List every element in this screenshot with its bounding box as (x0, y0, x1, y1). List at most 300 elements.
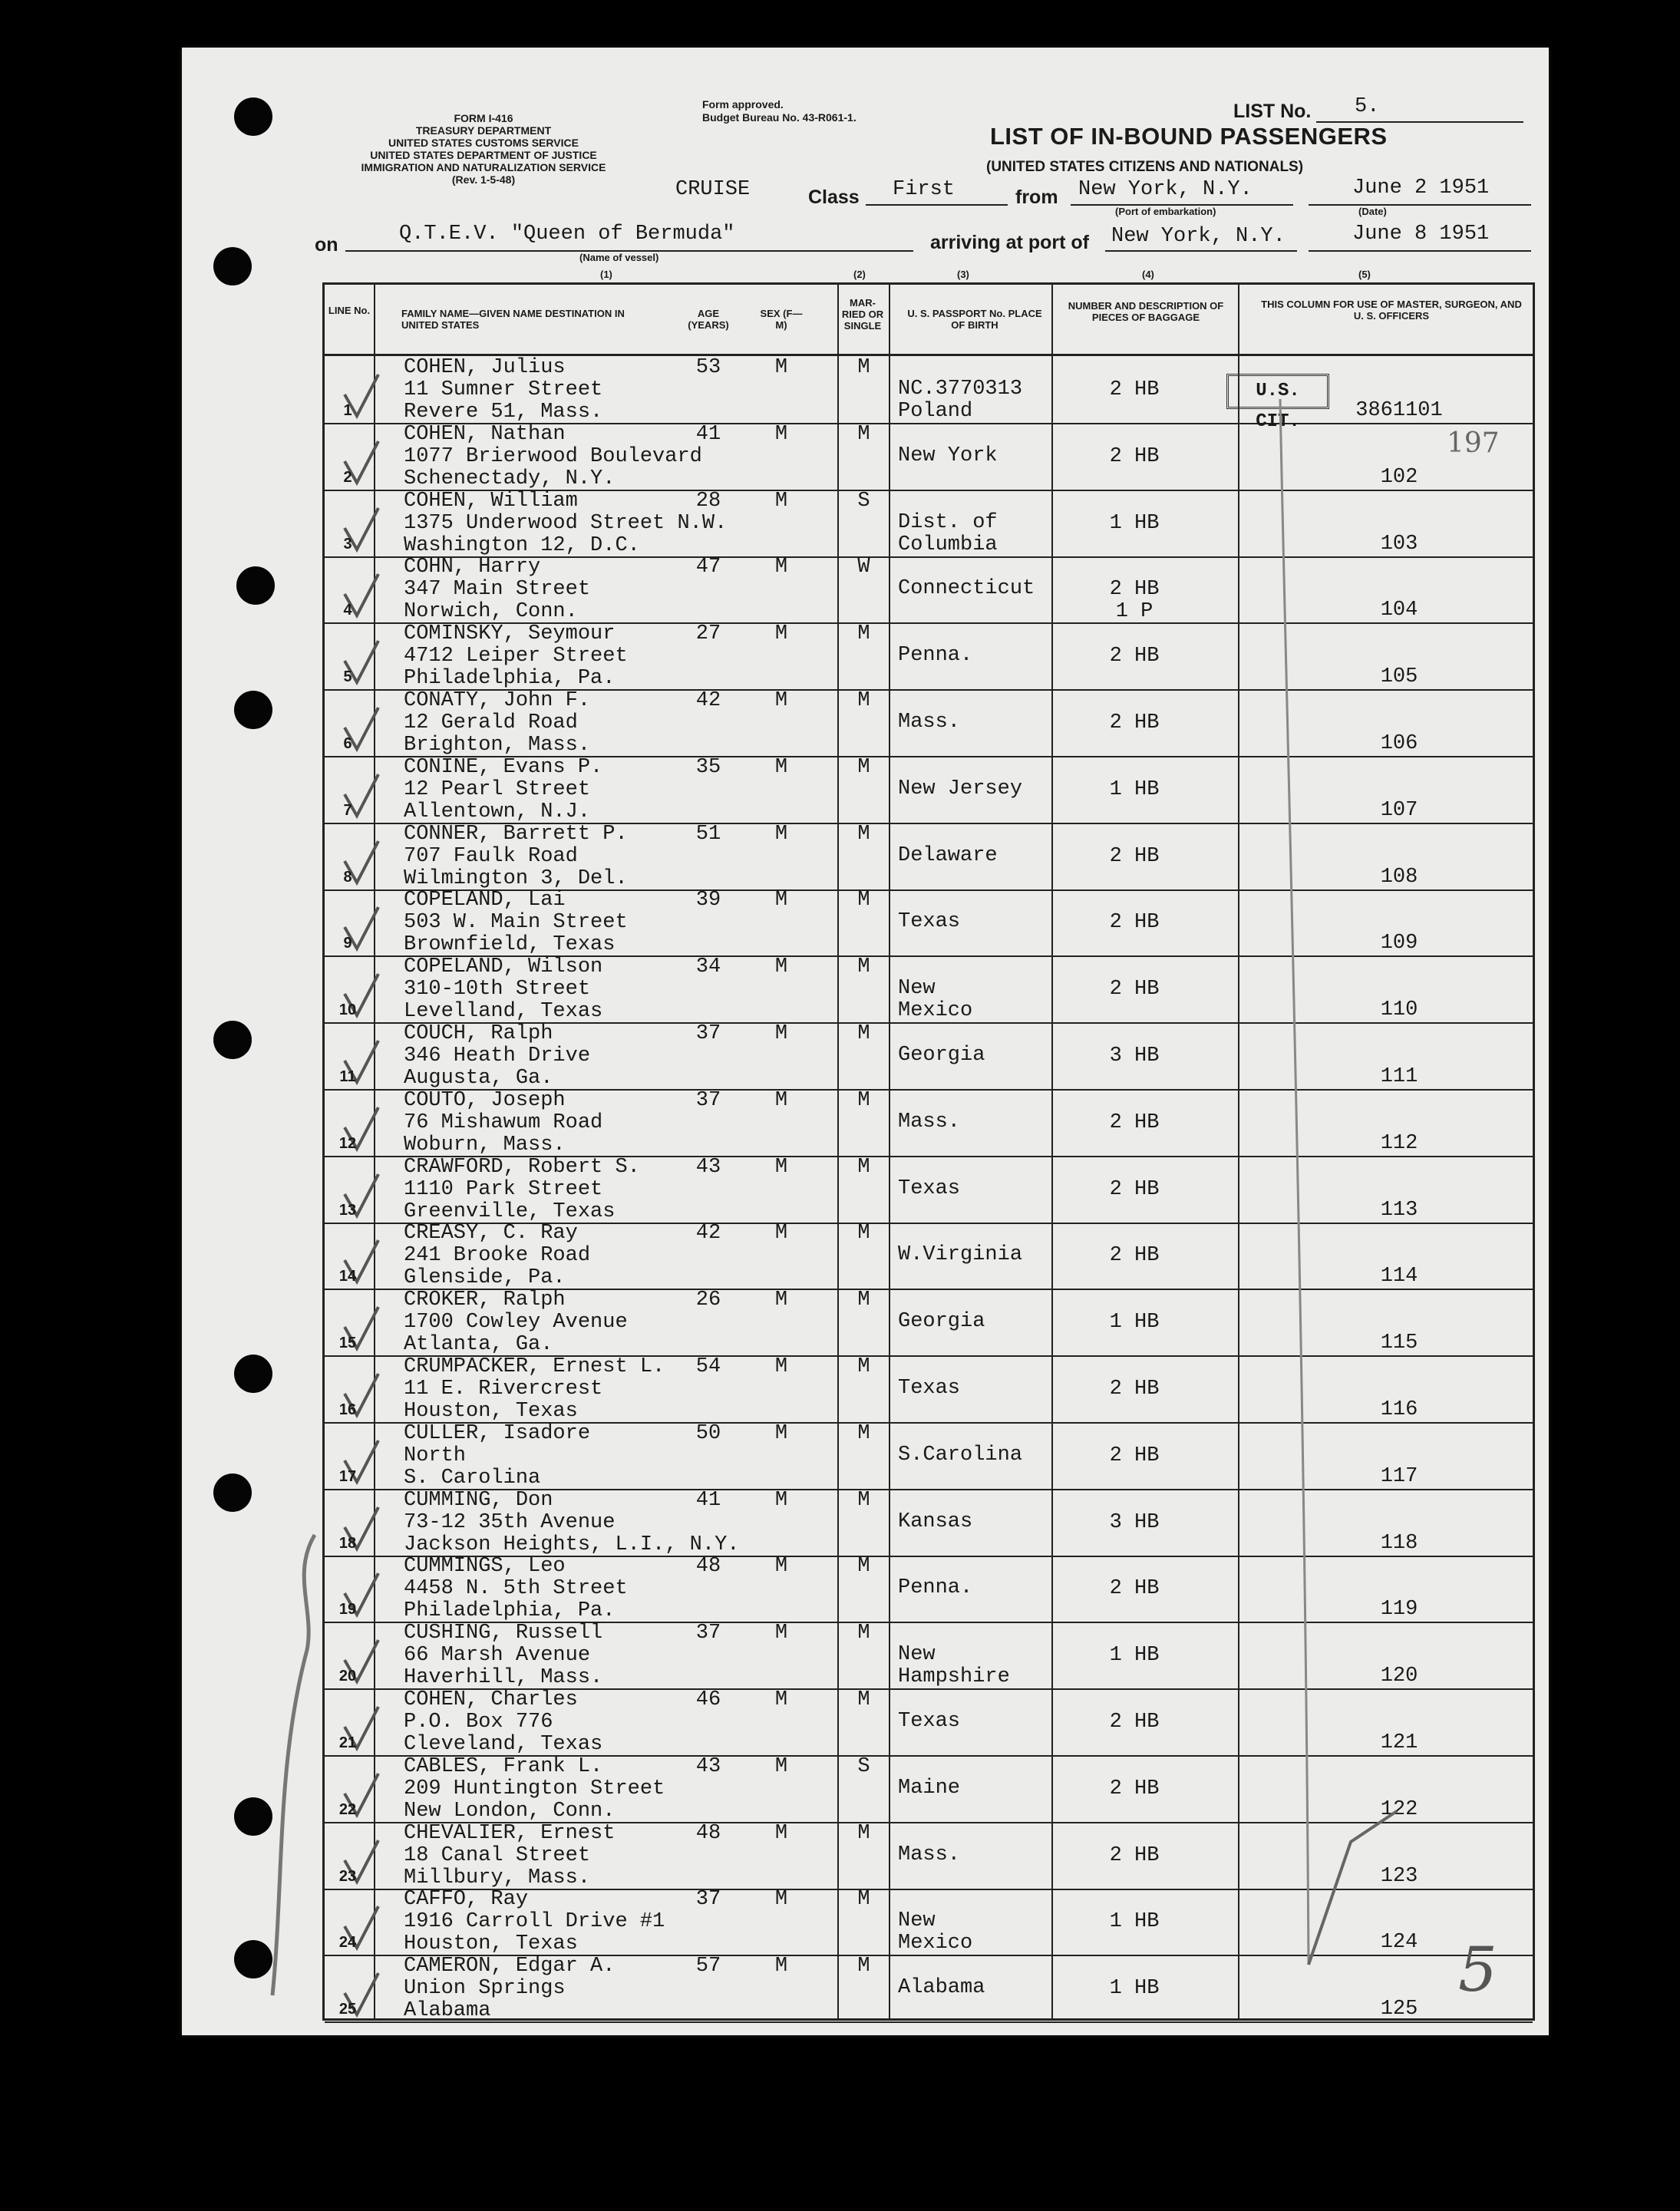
address-line-1: 12 Pearl Street (404, 777, 591, 801)
line-number: 8 (343, 868, 352, 886)
passport-birthplace (898, 711, 960, 734)
line-number: 18 (338, 1534, 357, 1552)
address-line-1: 1375 Underwood Street N.W. (404, 511, 728, 535)
baggage-count (1038, 912, 1230, 934)
passenger-age: 46 (695, 1688, 721, 1711)
baggage-line-1: 2 HB (1109, 645, 1160, 668)
marital-status: M (857, 955, 870, 979)
table-row (325, 1289, 1533, 1357)
line-number: 23 (338, 1867, 357, 1885)
col-header-age: AGE (YEARS) (688, 308, 729, 331)
passenger-sex: M (774, 1222, 788, 1246)
passenger-name: COHEN, Nathan (404, 422, 566, 446)
passenger-age: 41 (695, 1488, 721, 1512)
list-no-label: LIST No. (1233, 101, 1312, 122)
baggage-count (1038, 846, 1230, 868)
line-number: 11 (339, 1068, 356, 1085)
address-line-2: Atlanta, Ga. (404, 1333, 553, 1357)
address-line-2: Wilmington 3, Del. (404, 866, 628, 890)
passport-birthplace (898, 1711, 960, 1733)
passenger-name: CHEVALIER, Ernest (404, 1821, 616, 1845)
punch-hole (234, 1355, 272, 1393)
officer-number: 119 (1380, 1598, 1418, 1622)
marital-status: M (857, 422, 870, 446)
passport-birthplace (898, 1777, 960, 1800)
passenger-age: 27 (695, 622, 721, 646)
officer-number: 104 (1380, 599, 1418, 622)
passenger-name-address (404, 1889, 665, 1955)
passenger-sex: M (774, 1022, 788, 1045)
passport-number: New (898, 1643, 936, 1667)
marital-status: S (857, 1754, 870, 1778)
line-number: 9 (343, 935, 352, 952)
passenger-age: 37 (695, 1022, 721, 1045)
customs-service: UNITED STATES CUSTOMS SERVICE (388, 137, 579, 149)
passenger-sex: M (774, 489, 788, 513)
passenger-name: COHN, Harry (404, 556, 541, 579)
baggage-line-1: 2 HB (1109, 1444, 1160, 1467)
baggage-line-1: 2 HB (1109, 1577, 1160, 1601)
marital-status: M (857, 1555, 870, 1579)
table-row (325, 1222, 1533, 1290)
table-row (325, 423, 1533, 491)
line-number: 14 (338, 1268, 357, 1285)
approval-block (702, 98, 857, 124)
address-line-2: Woburn, Mass. (404, 1133, 566, 1157)
passport-birthplace (898, 1244, 1022, 1266)
birthplace: Mexico (898, 1932, 973, 1955)
form-approved: Form approved. (702, 98, 784, 111)
passenger-name-address (404, 556, 590, 623)
address-line-1: 347 Main Street (404, 578, 591, 602)
table-row (325, 1156, 1533, 1224)
address-line-1: P.O. Box 776 (404, 1711, 553, 1734)
birthplace: New Jersey (898, 777, 1023, 800)
passenger-name-address (404, 1423, 590, 1490)
passenger-sex: M (774, 889, 788, 912)
passenger-name: CROKER, Ralph (404, 1289, 566, 1312)
baggage-line-2: 1 P (1115, 600, 1154, 624)
passport-birthplace (898, 1111, 960, 1134)
birthplace: Penna. (898, 1576, 973, 1600)
passenger-age: 42 (695, 1222, 721, 1246)
marital-status: M (857, 889, 870, 912)
baggage-count (1038, 978, 1230, 1001)
baggage-line-1: 3 HB (1109, 1044, 1160, 1068)
address-line-1: 707 Faulk Road (404, 844, 578, 868)
marital-status: M (857, 1821, 870, 1845)
passenger-age: 37 (695, 1888, 721, 1912)
address-line-1: 1110 Park Street (404, 1177, 603, 1201)
passenger-age: 42 (695, 689, 721, 712)
officer-number: 105 (1380, 665, 1418, 689)
table-row (325, 1822, 1533, 1890)
address-line-1: 1700 Cowley Avenue (404, 1311, 628, 1335)
address-line-2: Brighton, Mass. (404, 734, 591, 757)
marital-status: M (857, 1421, 870, 1445)
passenger-name: CRUMPACKER, Ernest L. (404, 1355, 665, 1378)
passenger-name: CAFFO, Ray (404, 1888, 529, 1912)
col-header-officers: THIS COLUMN FOR USE OF MASTER, SURGEON, AND U. S. OFFICERS (1261, 299, 1522, 322)
col-header-passport: U. S. PASSPORT No. PLACE OF BIRTH (907, 308, 1042, 331)
officer-number: 103 (1380, 532, 1418, 556)
table-row (325, 1089, 1533, 1157)
col-num-1: (1) (600, 269, 612, 280)
address-line-1: 18 Canal Street (404, 1843, 591, 1867)
passport-number: Dist. of (898, 510, 998, 534)
address-line-1: 4458 N. 5th Street (404, 1577, 628, 1601)
passport-birthplace (898, 1378, 960, 1400)
baggage-count (1038, 1711, 1230, 1734)
passenger-name: COHEN, Julius (404, 356, 566, 379)
table-row (325, 689, 1533, 757)
line-number: 21 (338, 1734, 357, 1751)
address-line-2: Millbury, Mass. (404, 1866, 591, 1889)
arrival-date: June 8 1951 (1352, 223, 1490, 246)
passenger-name: COUCH, Ralph (404, 1022, 553, 1045)
baggage-count (1038, 1312, 1230, 1334)
passenger-age: 51 (695, 822, 721, 846)
marital-status: M (857, 1222, 870, 1246)
line-number: 4 (343, 602, 352, 619)
table-row (325, 823, 1533, 891)
passenger-age: 47 (695, 556, 721, 579)
passenger-name-address (404, 1556, 628, 1622)
baggage-count (1038, 712, 1230, 734)
line-number: 5 (343, 668, 352, 686)
passenger-age: 50 (695, 1421, 721, 1445)
address-line-2: Houston, Texas (404, 1932, 578, 1956)
line-number: 22 (338, 1800, 357, 1818)
passport-birthplace (898, 1844, 960, 1866)
baggage-count (1038, 1112, 1230, 1134)
baggage-line-1: 2 HB (1109, 444, 1160, 468)
address-line-2: Brownfield, Texas (404, 933, 616, 957)
marital-status: M (857, 1088, 870, 1112)
passenger-sex: M (774, 1155, 788, 1179)
passenger-name: COPELAND, Lai (404, 889, 566, 912)
officer-number: 106 (1380, 732, 1418, 755)
marital-status: S (857, 489, 870, 513)
table-row (325, 1688, 1533, 1757)
address-line-2: New London, Conn. (404, 1799, 616, 1823)
passenger-name: CABLES, Frank L. (404, 1754, 603, 1778)
marital-status: M (857, 1488, 870, 1512)
baggage-line-1: 1 HB (1109, 1311, 1160, 1335)
passenger-name-address (404, 690, 590, 757)
passenger-name-address (404, 1090, 602, 1157)
passenger-sex: M (774, 556, 788, 579)
passenger-age: 53 (695, 356, 721, 379)
arrival-date-line (1309, 250, 1531, 252)
table-row (325, 1622, 1533, 1690)
baggage-count (1038, 779, 1230, 801)
on-label: on (315, 234, 338, 256)
punch-hole (213, 247, 252, 285)
officer-number: 121 (1380, 1731, 1418, 1754)
officer-number: 108 (1380, 865, 1418, 889)
table-row (325, 889, 1533, 957)
arrival-port-line (1105, 250, 1297, 252)
baggage-line-1: 1 HB (1109, 1644, 1160, 1668)
birthplace: Mexico (898, 999, 973, 1023)
line-number: 10 (338, 1002, 357, 1019)
address-line-2: Alabama (404, 1999, 491, 2023)
birthplace: Delaware (898, 843, 998, 867)
passenger-age: 37 (695, 1622, 721, 1645)
passenger-name: CUSHING, Russell (404, 1622, 603, 1645)
passenger-sex: M (774, 1421, 788, 1445)
departure-date: June 2 1951 (1352, 177, 1490, 200)
passenger-name: COHEN, William (404, 489, 578, 513)
arriving-label: arriving at port of (930, 232, 1089, 253)
table-row (325, 1888, 1533, 1956)
punch-hole (234, 1940, 272, 1978)
address-line-1: 73-12 35th Avenue (404, 1510, 616, 1534)
passenger-name-address (404, 623, 628, 690)
address-line-1: 11 Sumner Street (404, 378, 603, 401)
passenger-name: CUMMINGS, Leo (404, 1555, 566, 1579)
address-line-1: 76 Mishawum Road (404, 1110, 603, 1134)
baggage-count (1038, 1245, 1230, 1267)
passenger-name-address (404, 956, 602, 1023)
address-line-1: North (404, 1444, 467, 1467)
passenger-name-address (404, 889, 628, 956)
passenger-name: CRAWFORD, Robert S. (404, 1155, 640, 1179)
passenger-age: 28 (695, 489, 721, 513)
passenger-sex: M (774, 755, 788, 779)
passport-number: New (898, 977, 936, 1001)
passenger-age: 48 (695, 1555, 721, 1579)
passport-birthplace (898, 978, 972, 1022)
birthplace: Texas (898, 1710, 961, 1733)
officer-number: 113 (1380, 1198, 1418, 1222)
passenger-sex: M (774, 622, 788, 646)
passenger-name: CREASY, C. Ray (404, 1222, 578, 1246)
table-row (325, 356, 1533, 424)
date-label: (Date) (1358, 206, 1387, 217)
address-line-1: 209 Huntington Street (404, 1777, 665, 1800)
baggage-count (1038, 1179, 1230, 1201)
justice-dept: UNITED STATES DEPARTMENT OF JUSTICE (370, 149, 597, 161)
baggage-line-1: 2 HB (1109, 578, 1160, 602)
passenger-name-address (404, 1223, 590, 1289)
passenger-age: 43 (695, 1754, 721, 1778)
passport-birthplace (898, 578, 1035, 600)
baggage-count (1038, 1978, 1230, 2000)
officer-number: 110 (1380, 998, 1418, 1022)
address-line-2: Revere 51, Mass. (404, 401, 603, 424)
address-line-2: Cleveland, Texas (404, 1733, 603, 1756)
table-row (325, 1555, 1533, 1623)
marital-status: M (857, 822, 870, 846)
address-line-2: Allentown, N.J. (404, 800, 591, 823)
baggage-line-1: 3 HB (1109, 1510, 1160, 1534)
line-number: 19 (338, 1601, 357, 1619)
passenger-name: CAMERON, Edgar A. (404, 1955, 616, 1978)
passenger-name-address (404, 1689, 602, 1756)
embark-port-label: (Port of embarkation) (1115, 206, 1216, 217)
passenger-age: 26 (695, 1289, 721, 1312)
baggage-line-1: 2 HB (1109, 378, 1160, 401)
address-line-1: 503 W. Main Street (404, 911, 628, 935)
marital-status: M (857, 1022, 870, 1045)
passenger-sex: M (774, 1888, 788, 1912)
arrival-port: New York, N.Y. (1111, 225, 1286, 248)
baggage-count (1038, 1911, 1230, 1933)
passenger-sex: M (774, 1088, 788, 1112)
marital-status: M (857, 755, 870, 779)
baggage-count (1038, 1378, 1230, 1401)
passport-birthplace (898, 1044, 985, 1067)
passport-birthplace (898, 1977, 985, 1999)
birthplace: W.Virginia (898, 1243, 1023, 1267)
baggage-count (1038, 1045, 1230, 1068)
officer-number: 109 (1380, 932, 1418, 955)
baggage-line-1: 1 HB (1109, 777, 1160, 801)
baggage-count (1038, 379, 1230, 401)
officer-number: 117 (1380, 1464, 1418, 1488)
passenger-sex: M (774, 1622, 788, 1645)
baggage-count (1038, 513, 1230, 535)
baggage-count (1038, 579, 1230, 623)
birthplace: Georgia (898, 1044, 985, 1067)
address-line-2: S. Carolina (404, 1466, 541, 1490)
form-id: FORM I-416 (454, 112, 513, 124)
marital-status: W (857, 556, 870, 579)
line-number: 7 (343, 801, 352, 819)
marital-status: M (857, 1155, 870, 1179)
passenger-sex: M (774, 689, 788, 712)
passenger-age: 41 (695, 422, 721, 446)
marital-status: M (857, 622, 870, 646)
marital-status: M (857, 689, 870, 712)
officer-number: 115 (1380, 1332, 1418, 1355)
table-row (325, 490, 1533, 558)
baggage-line-1: 1 HB (1109, 511, 1160, 535)
passenger-sex: M (774, 1688, 788, 1711)
punch-hole (234, 691, 272, 729)
address-line-2: Washington 12, D.C. (404, 533, 640, 557)
line-number: 6 (343, 735, 352, 752)
marital-status: M (857, 1888, 870, 1912)
baggage-line-1: 1 HB (1109, 1977, 1160, 2001)
passenger-name: CUMMING, Don (404, 1488, 553, 1512)
col-num-3: (3) (957, 269, 969, 280)
birthplace: Mass. (898, 1843, 961, 1866)
passenger-name-address (404, 1823, 615, 1889)
passenger-age: 35 (695, 755, 721, 779)
birthplace: Poland (898, 400, 973, 423)
passport-birthplace (898, 512, 998, 556)
address-line-1: Union Springs (404, 1977, 566, 2001)
line-number: 13 (338, 1201, 357, 1219)
baggage-count (1038, 1512, 1230, 1534)
list-no-value: 5. (1355, 95, 1380, 118)
passenger-table (322, 282, 1535, 2021)
baggage-line-1: 2 HB (1109, 1244, 1160, 1268)
passenger-name-address (404, 1023, 590, 1090)
baggage-line-1: 1 HB (1109, 1910, 1160, 1934)
col-num-5: (5) (1358, 269, 1371, 280)
passenger-name-address (404, 823, 628, 890)
line-number: 20 (338, 1668, 357, 1685)
page-number-annotation: 197 (1447, 427, 1500, 459)
passenger-name-address (404, 1157, 640, 1223)
officer-number: 114 (1380, 1265, 1418, 1289)
margin-annotation: 5 (1458, 1934, 1497, 2005)
passenger-sex: M (774, 822, 788, 846)
punch-hole (236, 566, 275, 605)
passenger-sex: M (774, 1488, 788, 1512)
address-line-1: 346 Heath Drive (404, 1044, 591, 1068)
passenger-name: COMINSKY, Seymour (404, 622, 616, 646)
birthplace: Texas (898, 1377, 961, 1400)
birthplace: Mass. (898, 711, 961, 734)
birthplace: Georgia (898, 1310, 985, 1334)
marital-status: M (857, 1289, 870, 1312)
address-line-2: Haverhill, Mass. (404, 1666, 603, 1690)
officer-number: 122 (1380, 1797, 1418, 1821)
marital-status: M (857, 1355, 870, 1378)
table-row (325, 1755, 1533, 1823)
birthplace: Alabama (898, 1976, 985, 2000)
passport-birthplace (898, 1311, 985, 1333)
baggage-line-1: 2 HB (1109, 1378, 1160, 1401)
passenger-name-address (404, 357, 602, 424)
table-row (325, 1355, 1533, 1424)
passport-birthplace (898, 445, 998, 467)
passport-birthplace (898, 778, 1022, 800)
baggage-line-1: 2 HB (1109, 911, 1160, 935)
address-line-1: 4712 Leiper Street (404, 645, 628, 668)
class-label: Class (808, 186, 860, 208)
address-line-2: Greenville, Texas (404, 1200, 616, 1223)
passenger-sex: M (774, 1955, 788, 1978)
table-row (325, 1422, 1533, 1490)
passenger-name-address (404, 1622, 602, 1689)
table-row (325, 955, 1533, 1024)
marital-status: M (857, 1622, 870, 1645)
birthplace: Maine (898, 1776, 961, 1800)
passenger-name: CONATY, John F. (404, 689, 591, 712)
address-line-1: 1916 Carroll Drive #1 (404, 1910, 665, 1934)
passenger-name: CULLER, Isadore (404, 1421, 591, 1445)
birthplace: Penna. (898, 644, 973, 668)
agency-block (307, 112, 660, 186)
passenger-name-address (404, 1356, 665, 1423)
baggage-line-1: 2 HB (1109, 844, 1160, 868)
col-header-sex: SEX (F—M) (760, 308, 803, 331)
baggage-line-1: 2 HB (1109, 1177, 1160, 1201)
baggage-line-1: 2 HB (1109, 978, 1160, 1002)
passport-birthplace (898, 1577, 972, 1599)
address-line-1: 12 Gerald Road (404, 711, 578, 734)
page-subtitle: (UNITED STATES CITIZENS AND NATIONALS) (986, 159, 1304, 175)
from-label: from (1015, 186, 1058, 208)
baggage-line-1: 2 HB (1109, 1843, 1160, 1867)
baggage-count (1038, 1645, 1230, 1667)
address-line-2: Jackson Heights, L.I., N.Y. (404, 1533, 740, 1556)
vessel-name: Q.T.E.V. "Queen of Bermuda" (399, 223, 735, 246)
passenger-name: COHEN, Charles (404, 1688, 578, 1711)
table-row (325, 1955, 1533, 2023)
passport-birthplace (898, 845, 998, 867)
line-number: 1 (343, 402, 352, 419)
embark-port-value: New York, N.Y. (1078, 178, 1253, 201)
baggage-line-1: 2 HB (1109, 1777, 1160, 1800)
baggage-count (1038, 1578, 1230, 1600)
